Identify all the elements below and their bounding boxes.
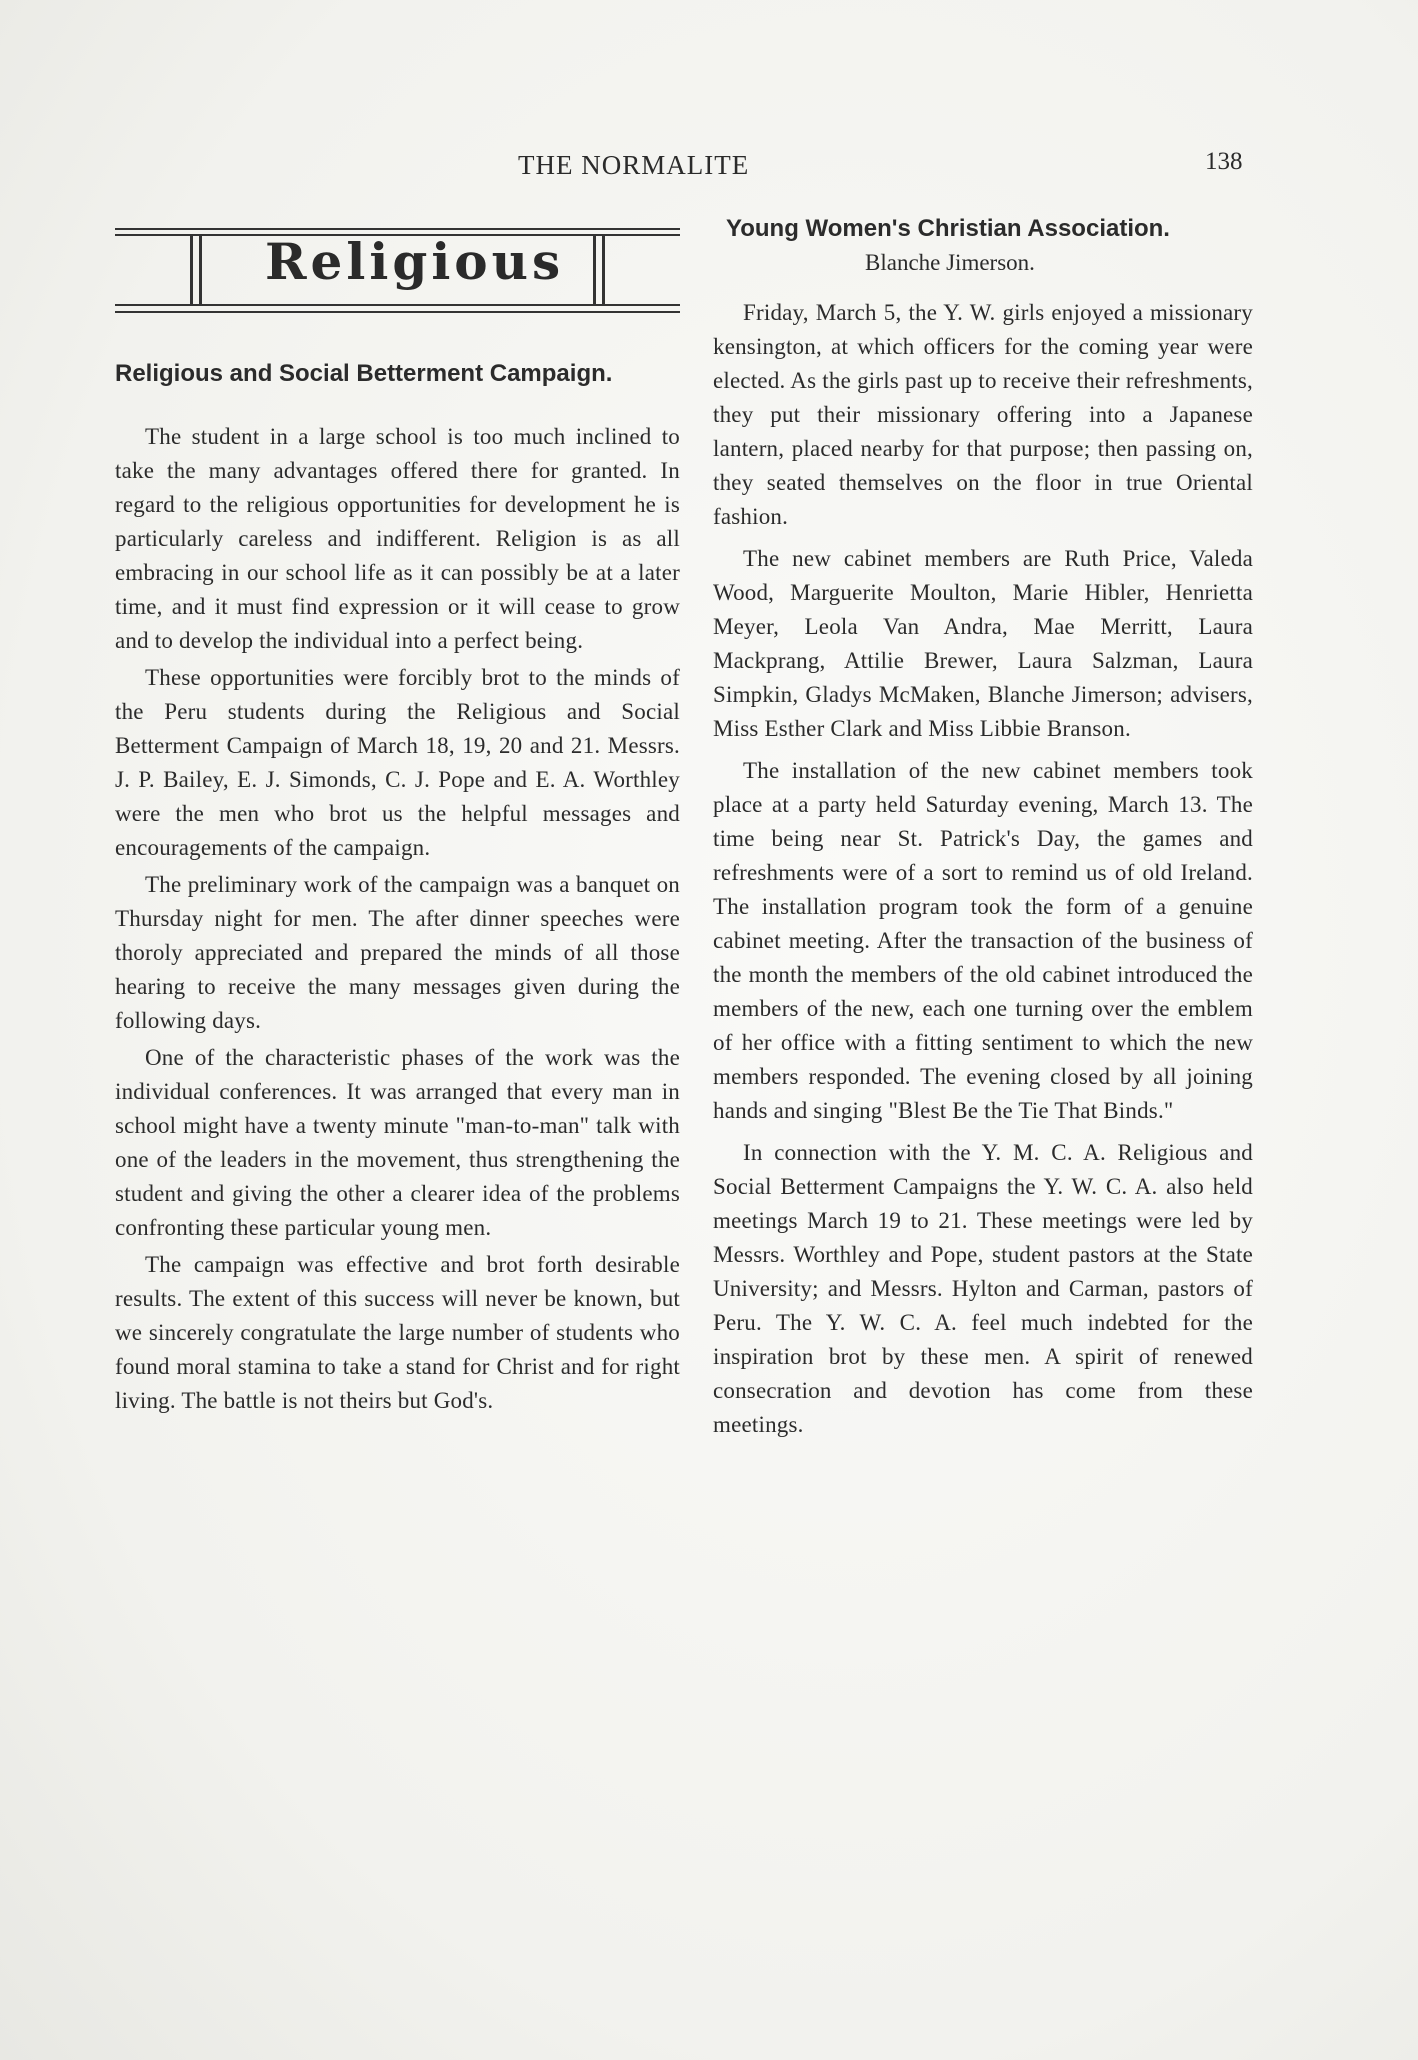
paragraph: The installation of the new cabinet members took place at a party held Saturday evening, March 13. The time being near St. Patrick's Day, the games and refreshments were of a sort to remind us of old Ireland. The installation program took the form of a genuine cabinet meeting. After the transaction of the business of the month the members of the old cabinet introduced the members of the new, each one turning over the emblem of her office with a fitting sentiment to which the new members responded. The evening closed by all joining hands and singing "Blest Be the Tie That Binds." bbox=[713, 758, 1253, 1123]
paragraph: One of the characteristic phases of the work was the individual conferences. It was arranged that every man in school might have a twenty minute "man-to-man" talk with one of the leaders in the movement, thus strengthening the student and giving the other a clearer idea of the problems confronting these particular young men. bbox=[115, 1045, 680, 1240]
paragraph: The campaign was effective and brot forth desirable results. The extent of this success will never be known, but we sincerely congratulate the large number of students who found moral stamina to take a stand for Christ and for right living. The battle is not theirs but God's. bbox=[115, 1252, 680, 1413]
paragraph: The preliminary work of the campaign was a banquet on Thursday night for men. The after dinner speeches were thoroly appreciated and prepared the minds of all those hearing to receive the many messages given during the following days. bbox=[115, 872, 680, 1033]
article-title-campaign: Religious and Social Betterment Campaign. bbox=[115, 360, 613, 387]
header-rule bbox=[115, 304, 680, 306]
header-bar bbox=[199, 234, 202, 304]
paragraph: These opportunities were forcibly brot to the minds of the Peru students during the Religious and Social Betterment Campaign of March 18, 19, 20 and 21. Messrs. J. P. Bailey, E. J. Simonds, C. J. Pope and E. A. Worthley were the men who brot us the helpful messages and encouragements of the campaign. bbox=[115, 665, 680, 860]
header-rule bbox=[115, 311, 680, 313]
section-header-box bbox=[115, 212, 680, 318]
header-rule bbox=[115, 228, 680, 230]
section-title: Religious bbox=[265, 232, 565, 291]
paragraph: The new cabinet members are Ruth Price, Valeda Wood, Marguerite Moulton, Marie Hibler, Henrietta Meyer, Leola Van Andra, Mae Merritt, Laura Mackprang, Attilie Brewer, Laura Salzman, Laura Simpkin, Gladys McMaken, Blanche Jimerson; advisers, Miss Esther Clark and Miss Libbie Branson. bbox=[713, 546, 1253, 741]
page-number: 138 bbox=[1205, 148, 1243, 175]
header-bar bbox=[602, 234, 605, 304]
paragraph: The student in a large school is too much inclined to take the many advantages offered there for granted. In regard to the religious opportunities for development he is particularly careless and indifferent. Religion is as all embracing in our school life as it can possibly be at a later time, and it must find expression or it will cease to grow and to develop the individual into a perfect being. bbox=[115, 424, 680, 653]
running-head bbox=[0, 150, 1418, 190]
byline: Blanche Jimerson. bbox=[865, 250, 1035, 275]
right-column bbox=[713, 212, 1253, 1450]
article-body-campaign bbox=[115, 420, 680, 1418]
header-bar bbox=[593, 234, 596, 304]
paragraph: In connection with the Y. M. C. A. Religious and Social Betterment Campaigns the Y. W. C. A. also held meetings March 19 to 21. These meetings were led by Messrs. Worthley and Pope, student pastors at the State University; and Messrs. Hylton and Carman, pastors of Peru. The Y. W. C. A. feel much indebted for the inspiration brot by these men. A spirit of renewed consecration and devotion has come from these meetings. bbox=[713, 1140, 1253, 1437]
paragraph: Friday, March 5, the Y. W. girls enjoyed a missionary kensington, at which officers for the coming year were elected. As the girls past up to receive their refreshments, they put their missionary offering into a Japanese lantern, placed nearby for that purpose; then passing on, they seated themselves on the floor in true Oriental fashion. bbox=[713, 300, 1253, 529]
header-bar bbox=[190, 234, 193, 304]
journal-title: THE NORMALITE bbox=[518, 150, 750, 180]
article-title-ywca: Young Women's Christian Association. bbox=[726, 215, 1170, 242]
article-body-ywca bbox=[713, 296, 1253, 1442]
left-column bbox=[115, 212, 680, 1421]
